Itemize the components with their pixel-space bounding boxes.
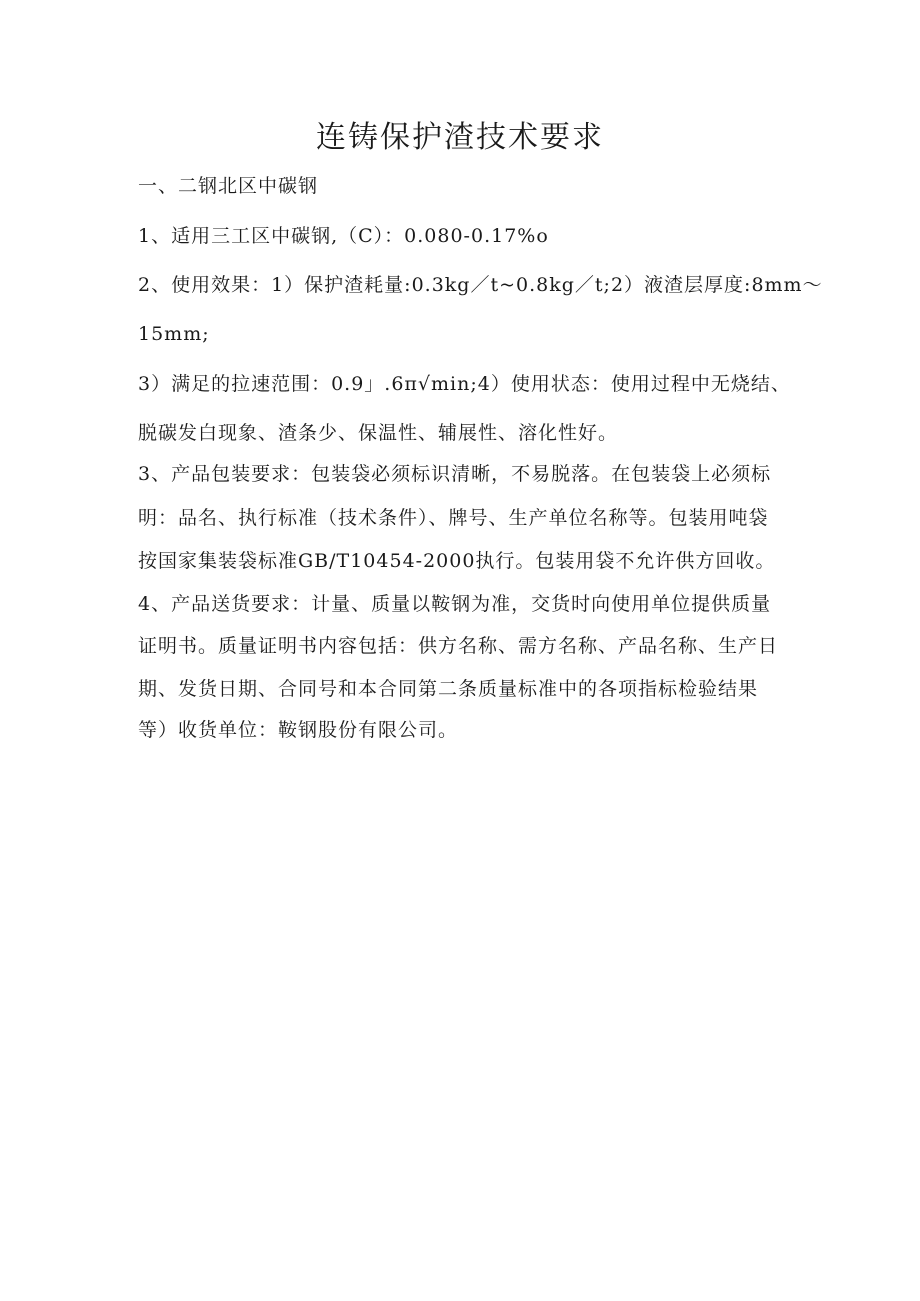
paragraph-line: 3）满足的拉速范围：0.9」.6π√min;4）使用状态：使用过程中无烧结、 — [138, 373, 791, 395]
paragraph-line: 明：品名、执行标准（技术条件）、牌号、生产单位名称等。包装用吨袋 — [138, 507, 769, 529]
paragraph-line: 2、使用效果：1）保护渣耗量:0.3kg／t~0.8kg／t;2）液渣层厚度:8mm～ — [138, 274, 823, 296]
paragraph-line: 脱碳发白现象、渣条少、保温性、辅展性、溶化性好。 — [138, 422, 619, 444]
paragraph-line: 1、适用三工区中碳钢,（C）：0.080-0.17%o — [138, 225, 549, 247]
section-heading: 一、二钢北区中碳钢 — [138, 175, 319, 197]
paragraph-line: 15mm; — [138, 323, 210, 345]
paragraph-line: 等）收货单位：鞍钢股份有限公司。 — [138, 719, 459, 741]
paragraph-line: 按国家集装袋标准GB/T10454-2000执行。包装用袋不允许供方回收。 — [138, 550, 776, 572]
document-title: 连铸保护渣技术要求 — [316, 120, 604, 155]
paragraph-line: 期、发货日期、合同号和本合同第二条质量标准中的各项指标检验结果 — [138, 678, 759, 700]
paragraph-line: 3、产品包装要求：包装袋必须标识清晰，不易脱落。在包装袋上必须标 — [138, 463, 772, 485]
paragraph-line: 证明书。质量证明书内容包括：供方名称、需方名称、产品名称、生产日 — [138, 635, 779, 657]
paragraph-line: 4、产品送货要求：计量、质量以鞍钢为准，交货时向使用单位提供质量 — [138, 593, 772, 615]
